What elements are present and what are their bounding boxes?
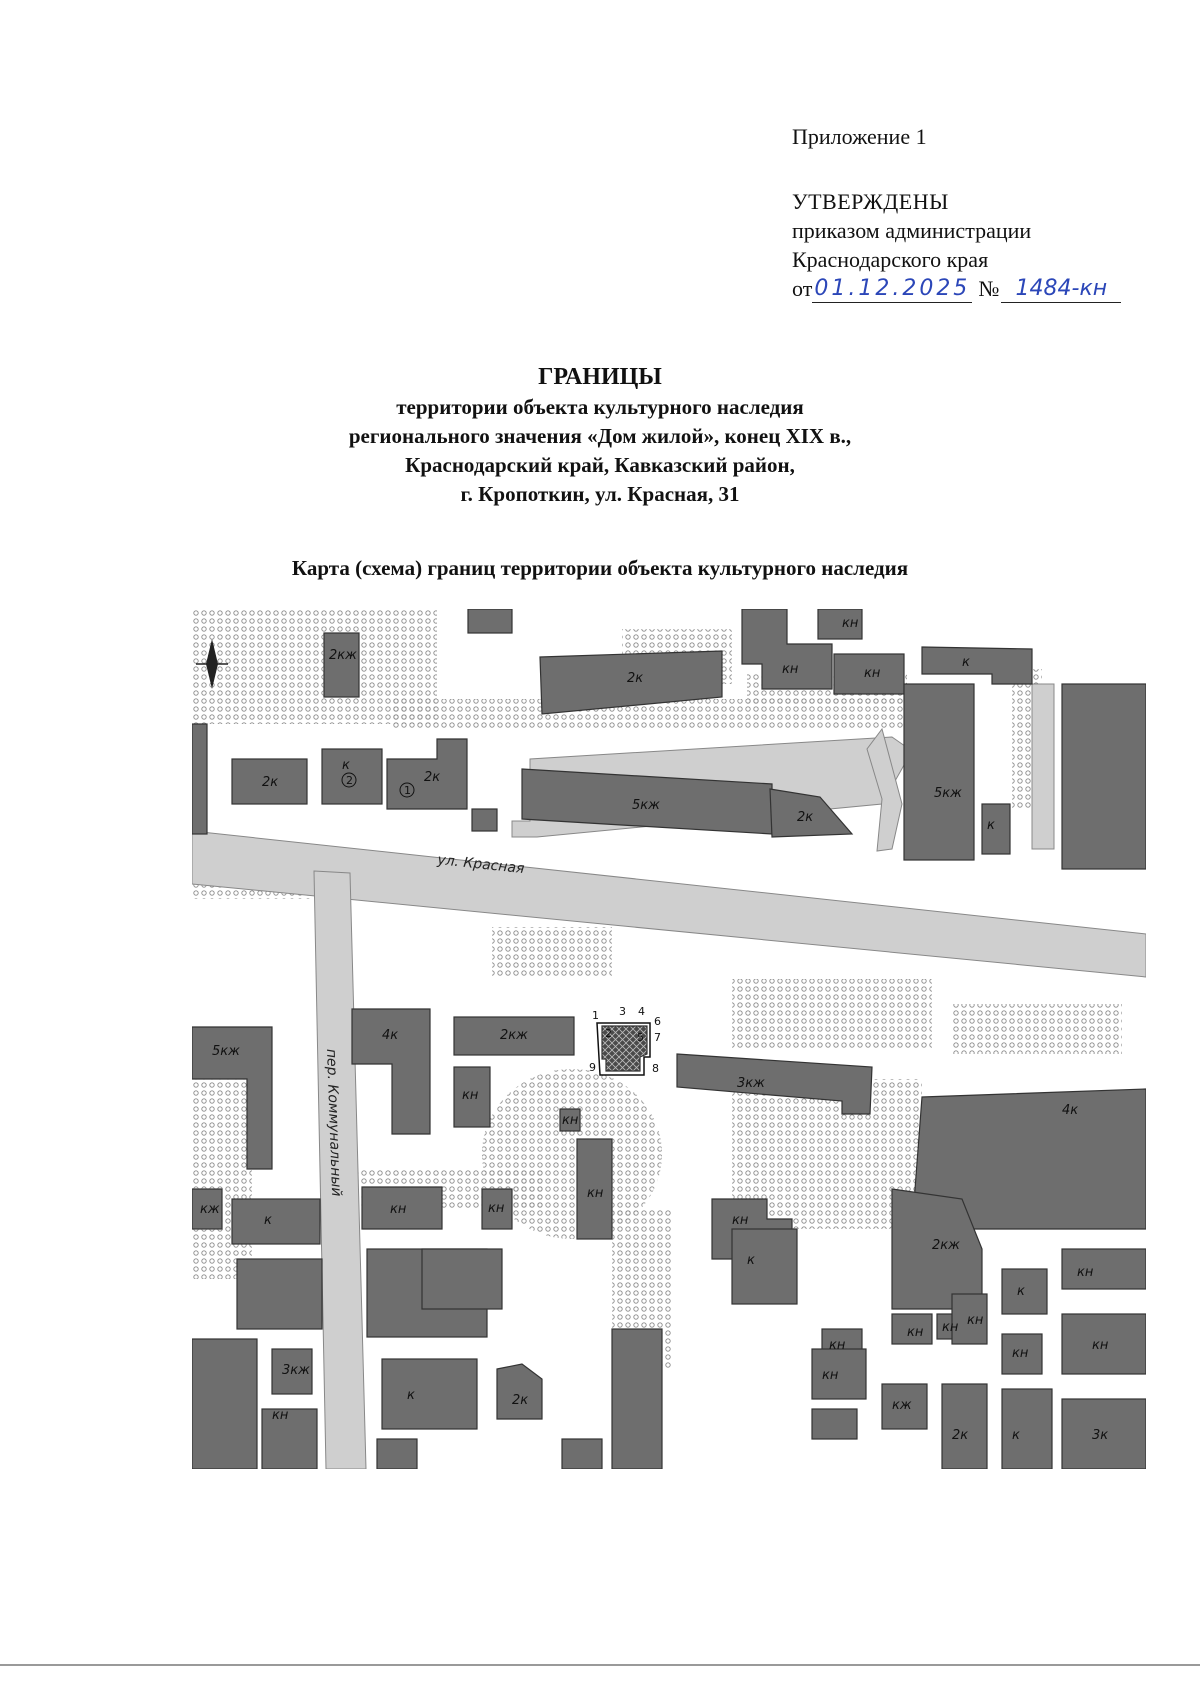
building-label: кн [822,1368,839,1383]
building [262,1409,317,1469]
building-label: к [747,1253,755,1268]
boundary-map [192,609,1146,1469]
number-prefix: № [978,276,1000,301]
building [904,684,974,860]
building-label: 5кж [934,786,962,801]
building-label: 2кж [932,1238,960,1253]
building-label: 2к [262,775,279,790]
building [192,724,207,834]
title-line-1: территории объекта культурного наследия [396,395,804,419]
building-label: к [407,1388,415,1403]
building [1062,1249,1146,1289]
building [562,1439,602,1469]
building-label: 3кж [737,1076,765,1091]
title-main: ГРАНИЦЫ [538,364,662,390]
boundary-point-5: 5 [637,1031,644,1044]
handwritten-date: 01.12.2025 [812,276,972,303]
building [472,809,497,831]
building-label: 4к [1062,1103,1079,1118]
building [237,1259,322,1329]
building [1062,684,1146,869]
building-label: кн [390,1202,407,1217]
marker-1-label: 1 [404,784,411,797]
boundary-point-9: 9 [589,1061,596,1074]
boundary-point-3: 3 [619,1005,626,1018]
building-label: кн [907,1325,924,1340]
green-area [952,1004,1122,1054]
street-label-krasnaya: ул. Красная [436,852,526,878]
building-label: 3к [1092,1428,1109,1443]
building-label: 2к [952,1428,969,1443]
green-area [732,979,932,1049]
building-label: кн [732,1213,749,1228]
boundary-point-8: 8 [652,1062,659,1075]
map-svg [192,609,1146,1469]
road-north-east [1032,684,1054,849]
title-line-2: регионального значения «Дом жилой», конец XIX в., [348,424,852,448]
building-label: кн [967,1313,984,1328]
building-label: к [987,818,995,833]
building-label: кн [272,1408,289,1423]
building-label: кн [942,1320,959,1335]
building [192,1339,257,1469]
building-label: 2к [627,671,644,686]
boundary-point-2: 2 [605,1027,612,1040]
building-label: кн [462,1088,479,1103]
approved-label: УТВЕРЖДЕНЫ [792,189,949,214]
title-line-3: Краснодарский край, Кавказский район, [405,453,795,477]
building-label: кн [1012,1346,1029,1361]
building-label: кн [488,1201,505,1216]
building [377,1439,417,1469]
building-label: 2к [424,770,441,785]
building-label: кн [829,1338,846,1353]
date-number-line [792,274,1172,303]
building-label: кн [562,1113,579,1128]
building-label: кн [864,666,881,681]
appendix-label: Приложение 1 [792,124,927,149]
building-label: к [342,758,350,773]
building-label: 2к [797,810,814,825]
building [942,1384,987,1469]
street-label-kommunalny: пер. Коммунальный [323,1048,345,1197]
building [732,1229,797,1304]
building-label: кн [587,1186,604,1201]
green-area [492,927,612,977]
building [382,1359,477,1429]
building [812,1349,866,1399]
building-label: кн [782,662,799,677]
building-label: 2кж [329,648,357,663]
building [1002,1389,1052,1469]
building-label: кж [892,1398,912,1413]
building-label: к [1017,1284,1025,1299]
building [422,1249,502,1309]
approval-header [792,122,1172,303]
building-label: к [264,1213,272,1228]
order-line-1: приказом администрации [792,218,1032,243]
building-label: 2к [512,1393,529,1408]
building-label: кн [842,616,859,631]
date-prefix: от [792,276,813,301]
building [468,609,512,633]
building [232,1199,320,1244]
building [612,1329,662,1469]
scan-edge-line [0,1664,1200,1666]
marker-2-label: 2 [346,774,353,787]
handwritten-number: 1484-кн [1001,276,1121,303]
building-label: 5кж [632,798,660,813]
building-label: к [962,655,970,670]
building [324,633,359,697]
boundary-point-4: 4 [638,1005,645,1018]
building-label: кн [1077,1265,1094,1280]
title-line-4: г. Кропоткин, ул. Красная, 31 [460,482,740,506]
order-line-2: Краснодарского края [792,247,989,272]
boundary-point-1: 1 [592,1009,599,1022]
map-caption: Карта (схема) границ территории объекта культурного наследия [291,556,909,580]
building-label: 4к [382,1028,399,1043]
boundary-point-7: 7 [654,1031,661,1044]
building-label: к [1012,1428,1020,1443]
building [812,1409,857,1439]
building-label: 3кж [282,1363,310,1378]
building-label: кж [200,1202,220,1217]
building-label: 5кж [212,1044,240,1059]
building-label: кн [1092,1338,1109,1353]
building-label: 2кж [500,1028,528,1043]
boundary-point-6: 6 [654,1015,661,1028]
document-title [0,362,1200,509]
